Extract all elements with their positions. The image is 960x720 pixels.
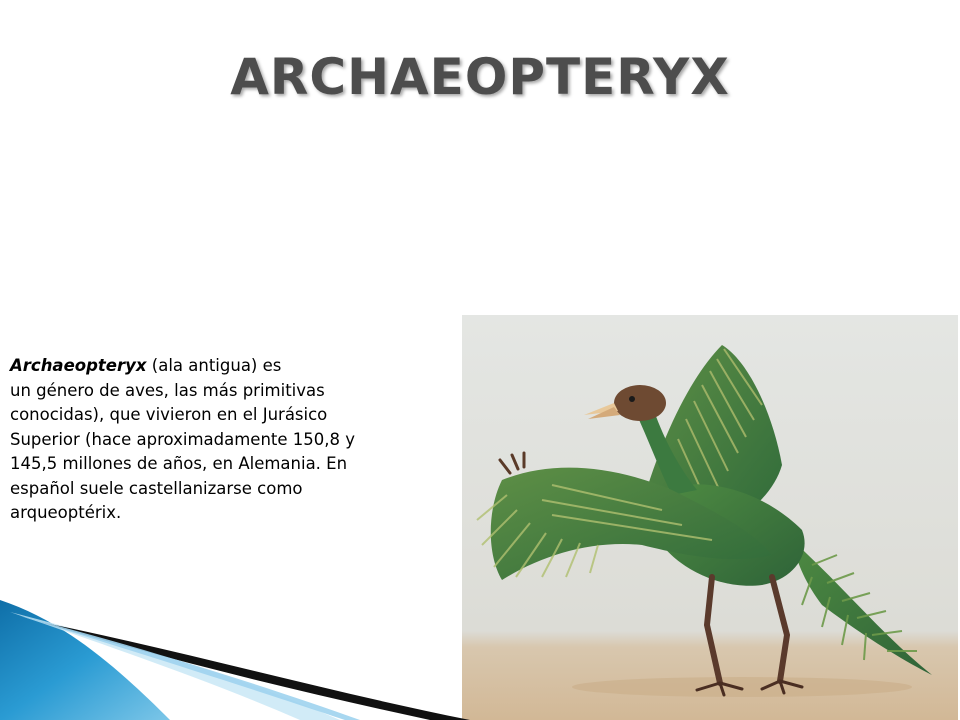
corner-swoosh-decoration [0, 600, 470, 720]
paragraph-line-4: Superior (hace aproximadamente 150,8 y [10, 429, 356, 449]
paragraph-line-3: conocidas), que vivieron en el Jurásico [10, 405, 328, 424]
paragraph-line-1: (ala antigua) es [146, 356, 282, 375]
archaeopteryx-illustration [462, 315, 958, 720]
description-paragraph [10, 354, 455, 526]
paragraph-line-7: arqueoptérix. [10, 503, 122, 522]
paragraph-line-2: un género de aves, las más primitivas [10, 380, 325, 400]
italic-term: Archaeopteryx [10, 356, 147, 375]
paragraph-line-5: 145,5 millones de años, en Alemania. En [10, 454, 348, 473]
paragraph-line-6: español suele castellanizarse como [10, 478, 303, 498]
archaeopteryx-drawing [462, 315, 958, 720]
slide-title: ARCHAEOPTERYX [230, 48, 730, 106]
